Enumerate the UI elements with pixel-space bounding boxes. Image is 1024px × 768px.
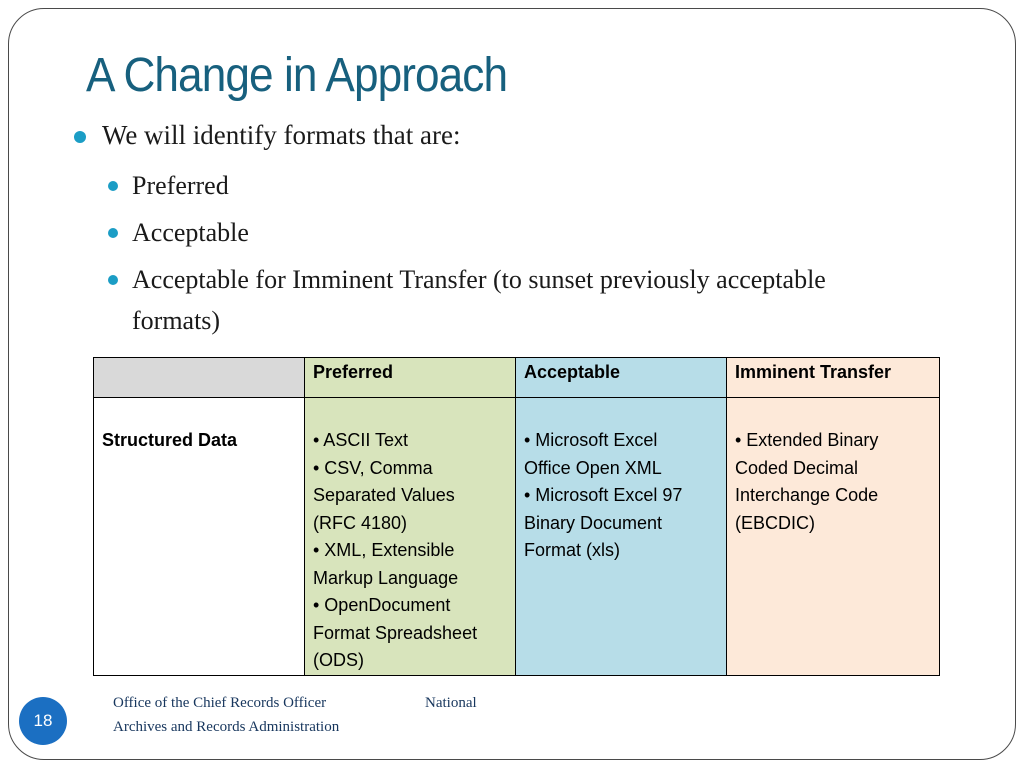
cell-line: • Microsoft Excel 97 <box>524 485 683 505</box>
bullet-dot-icon <box>74 131 86 143</box>
table-header-row <box>94 358 940 398</box>
cell-line: (RFC 4180) <box>313 512 408 533</box>
cell-line: • Microsoft Excel <box>524 430 658 450</box>
header-cell-acceptable: Acceptable <box>516 358 727 398</box>
cell-line: • XML, Extensible <box>313 540 455 560</box>
header-cell-imminent: Imminent Transfer <box>727 358 940 398</box>
slide-title: A Change in Approach <box>86 49 508 102</box>
footer-national: National <box>425 695 477 711</box>
cell-line: Separated Values <box>313 485 455 505</box>
page-number: 18 <box>33 711 53 730</box>
row-label-structured-data: Structured Data <box>94 398 305 676</box>
cell-line: (EBCDIC) <box>735 512 815 533</box>
sub-bullet-imminent-continued: formats) <box>132 306 221 335</box>
footer-office: Office of the Chief Records Officer <box>113 695 327 711</box>
header-cell-blank <box>94 358 305 398</box>
sub-bullet-preferred: Preferred <box>132 171 229 200</box>
page-number-badge <box>19 697 67 745</box>
sub-bullet-dot-icon <box>108 228 118 238</box>
cell-line: Interchange Code <box>735 485 879 505</box>
cell-line: • OpenDocument <box>313 595 451 615</box>
cell-imminent-formats <box>727 398 940 676</box>
footer-archives: Archives and Records Administration <box>113 719 340 735</box>
cell-line: Format Spreadsheet <box>313 622 478 643</box>
cell-preferred-formats <box>305 398 516 676</box>
cell-line: Format (xls) <box>524 540 620 560</box>
sub-bullet-imminent: Acceptable for Imminent Transfer (to sunset previously acceptable <box>132 265 826 294</box>
cell-line: Coded Decimal <box>735 457 859 478</box>
cell-line: • CSV, Comma <box>313 457 433 478</box>
table-row <box>94 398 940 676</box>
cell-acceptable-formats <box>516 398 727 676</box>
cell-line: Markup Language <box>313 567 459 588</box>
bullet-main: We will identify formats that are: <box>102 120 461 150</box>
cell-line: • ASCII Text <box>313 430 409 450</box>
cell-line: (ODS) <box>313 650 364 670</box>
sub-bullet-acceptable: Acceptable <box>132 218 249 247</box>
sub-bullet-dot-icon <box>108 275 118 285</box>
cell-line: • Extended Binary <box>735 430 879 450</box>
cell-line: Binary Document <box>524 512 663 533</box>
header-cell-preferred: Preferred <box>305 358 516 398</box>
cell-line: Office Open XML <box>524 457 662 478</box>
sub-bullet-dot-icon <box>108 181 118 191</box>
formats-table <box>93 357 940 676</box>
